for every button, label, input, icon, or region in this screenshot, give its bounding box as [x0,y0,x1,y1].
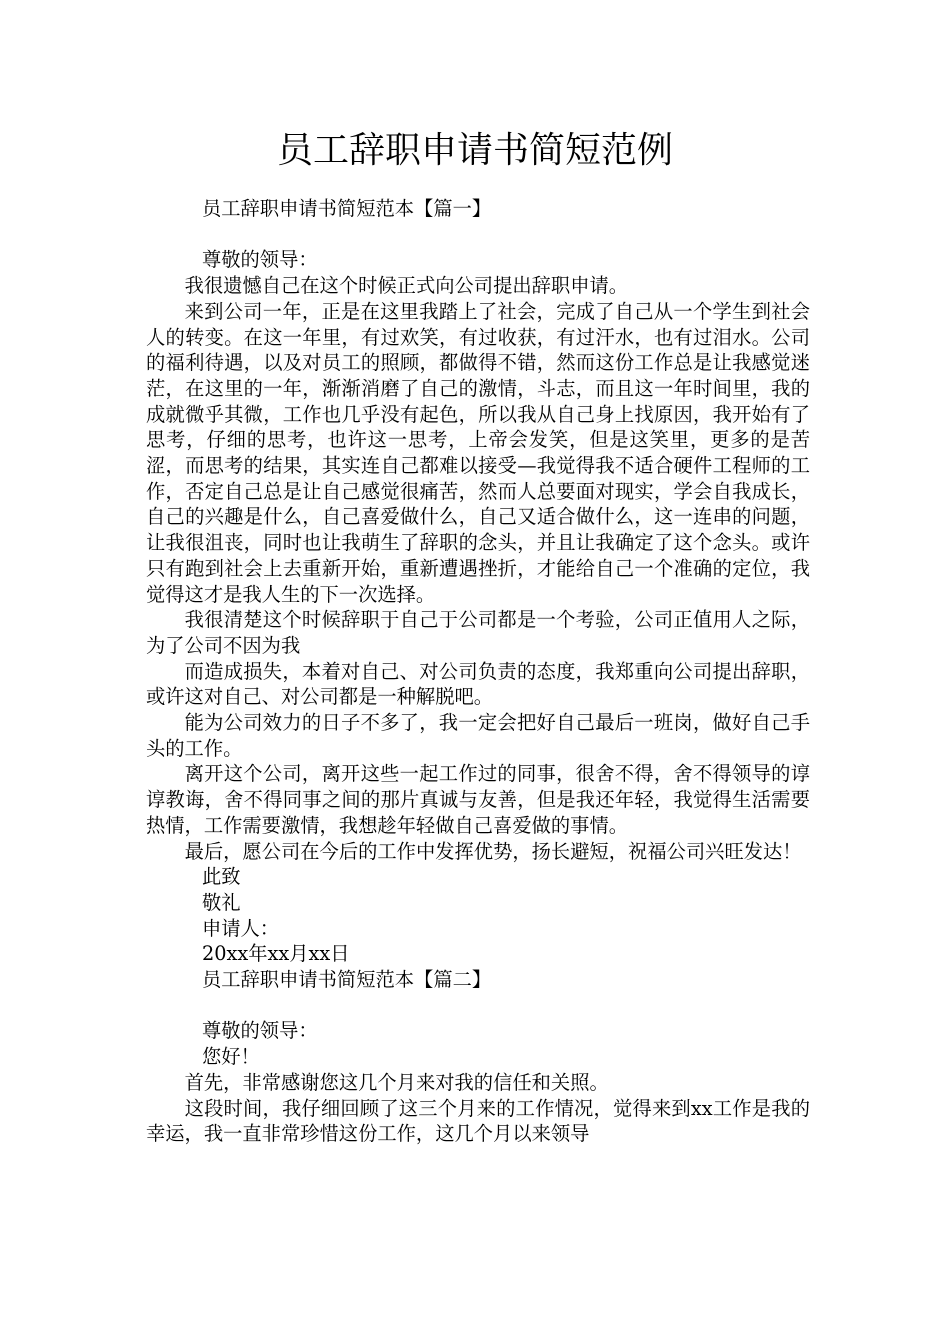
blank-line [146,222,810,248]
section2-paragraph-1: 首先，非常感谢您这几个月来对我的信任和关照。 [184,1070,609,1094]
section2-heading: 员工辞职申请书简短范本【篇二】 [201,968,492,992]
blank-line [146,993,810,1019]
section1-paragraph-6: 离开这个公司，离开这些一起工作过的同事，很舍不得，舍不得领导的谆谆教诲，舍不得同事之间的那片真诚与友善，但是我还年轻，我觉得生活需要热情，工作需要激情，我想趁年轻做自己喜爱做的事情。 [146,762,810,837]
closing-line-2: 敬礼 [201,890,241,914]
section1-salutation: 尊敬的领导： [201,248,318,272]
date-line: 20xx年xx月xx日 [201,942,350,966]
section1-paragraph-5: 能为公司效力的日子不多了，我一定会把好自己最后一班岗，做好自己手头的工作。 [146,711,810,760]
document-body [146,196,810,1147]
section1-heading: 员工辞职申请书简短范本【篇一】 [201,197,492,220]
section1-paragraph-4: 而造成损失，本着对自己、对公司负责的态度，我郑重向公司提出辞职，或许这对自己、对公司都是一种解脱吧。 [146,659,810,709]
closing-line-1: 此致 [201,865,241,889]
section2-paragraph-2: 这段时间，我仔细回顾了这三个月来的工作情况，觉得来到xx工作是我的幸运，我一直非常珍惜这份工作，这几个月以来领导 [146,1096,810,1146]
section2-salutation: 尊敬的领导： [201,1019,318,1043]
section1-paragraph-2: 来到公司一年，正是在这里我踏上了社会，完成了自己从一个学生到社会人的转变。在这一年里，有过欢笑，有过收获，有过汗水，也有过泪水。公司的福利待遇，以及对员工的照顾，都做得不错，然而这份工作总是让我感觉迷茫，在这里的一年，渐渐消磨了自己的激情，斗志，而且这一年时间里，我的成就微乎其微，工作也几乎没有起色，所以我从自己身上找原因，我开始有了思考，仔细的思考，也许这一思考，上帝会发笑，但是这笑里，更多的是苦涩，而思考的结果，其实连自己都难以接受—我觉得我不适合硬件工程师的工作，否定自己总是让自己感觉很痛苦，然而人总要面对现实，学会自我成长，自己的兴趣是什么，自己喜爱做什么，自己又适合做什么，这一连串的问题，让我很沮丧，同时也让我萌生了辞职的念头，并且让我确定了这个念头。或许只有跑到社会上去重新开始，重新遭遇挫折，才能给自己一个准确的定位，我觉得这才是我人生的下一次选择。 [146,299,810,606]
applicant-line: 申请人： [201,916,280,940]
document-title: 员工辞职申请书简短范例 [276,130,673,171]
section1-paragraph-1: 我很遗憾自己在这个时候正式向公司提出辞职申请。 [184,274,629,298]
section1-paragraph-3: 我很清楚这个时候辞职于自己于公司都是一个考验，公司正值用人之际，为了公司不因为我 [146,608,810,657]
section2-greeting: 您好！ [201,1045,260,1069]
section1-paragraph-7: 最后，愿公司在今后的工作中发挥优势，扬长避短，祝福公司兴旺发达！ [184,839,802,863]
